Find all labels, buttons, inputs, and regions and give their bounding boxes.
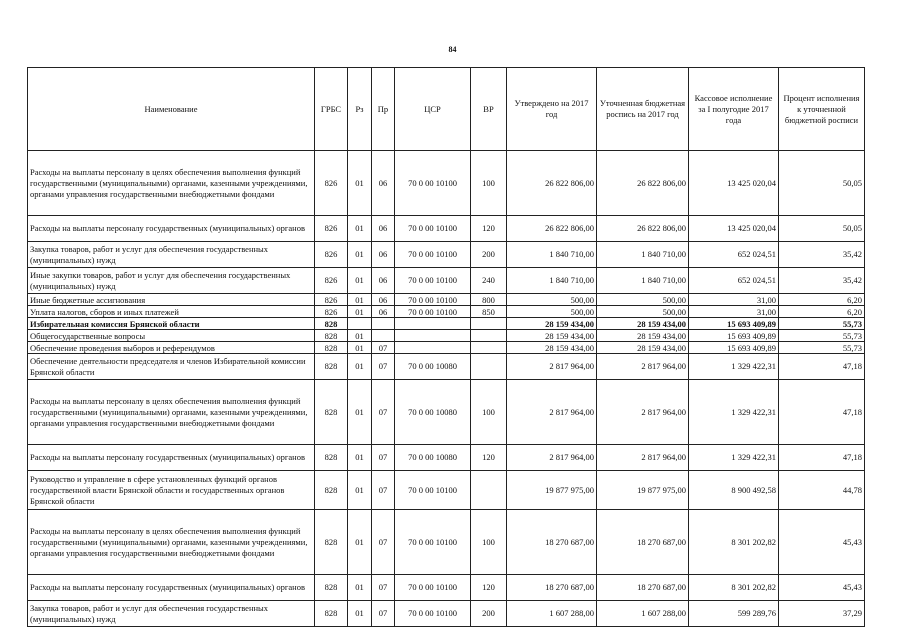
cell-refined: 500,00 [597,294,689,306]
cell-name: Расходы на выплаты персоналу государственных (муниципальных) органов [28,216,315,242]
header-vr: ВР [471,68,507,151]
header-name: Наименование [28,68,315,151]
cell-rz: 01 [348,354,372,380]
cell-vr: 100 [471,510,507,575]
cell-percent: 50,05 [779,216,865,242]
cell-name: Избирательная комиссия Брянской области [28,318,315,330]
cell-refined: 2 817 964,00 [597,354,689,380]
cell-grbs: 826 [315,216,348,242]
table-row [28,294,865,306]
cell-pr: 07 [372,342,395,354]
cell-rz: 01 [348,445,372,471]
cell-grbs: 828 [315,471,348,510]
cell-grbs: 826 [315,268,348,294]
cell-name: Расходы на выплаты персоналу в целях обеспечения выполнения функций государственными (муниципальными) органами, казенными учреждениями, органами управления государственными внебюджетными фондами [28,510,315,575]
header-pr: Пр [372,68,395,151]
cell-rz: 01 [348,216,372,242]
cell-csr: 70 0 00 10100 [395,471,471,510]
table-row [28,601,865,627]
cell-percent: 55,73 [779,342,865,354]
cell-approved: 1 840 710,00 [507,268,597,294]
cell-refined: 28 159 434,00 [597,330,689,342]
cell-csr [395,342,471,354]
cell-name: Закупка товаров, работ и услуг для обеспечения государственных (муниципальных) нужд [28,242,315,268]
cell-vr: 100 [471,380,507,445]
cell-pr: 06 [372,151,395,216]
cell-percent: 44,78 [779,471,865,510]
cell-grbs: 828 [315,575,348,601]
cell-cash: 1 329 422,31 [689,354,779,380]
cell-csr: 70 0 00 10100 [395,294,471,306]
cell-rz: 01 [348,471,372,510]
cell-percent: 45,43 [779,575,865,601]
table-row [28,216,865,242]
cell-grbs: 826 [315,242,348,268]
cell-pr: 07 [372,445,395,471]
cell-cash: 652 024,51 [689,268,779,294]
cell-vr: 200 [471,601,507,627]
cell-csr: 70 0 00 10100 [395,216,471,242]
cell-name: Закупка товаров, работ и услуг для обеспечения государственных (муниципальных) нужд [28,601,315,627]
table-row [28,242,865,268]
table-row [28,306,865,318]
header-grbs: ГРБС [315,68,348,151]
cell-vr: 800 [471,294,507,306]
cell-rz: 01 [348,294,372,306]
cell-csr: 70 0 00 10080 [395,380,471,445]
cell-refined: 1 607 288,00 [597,601,689,627]
header-percent: Процент исполнения к уточненной бюджетной росписи [779,68,865,151]
table-row [28,471,865,510]
cell-name: Расходы на выплаты персоналу в целях обеспечения выполнения функций государственными (муниципальными) органами, казенными учреждениями, органами управления государственными внебюджетными фондами [28,151,315,216]
cell-csr: 70 0 00 10100 [395,575,471,601]
cell-refined: 18 270 687,00 [597,575,689,601]
cell-refined: 1 840 710,00 [597,268,689,294]
table-row [28,151,865,216]
table-row [28,268,865,294]
cell-approved: 1 607 288,00 [507,601,597,627]
header-row [28,68,865,151]
cell-refined: 1 840 710,00 [597,242,689,268]
table-row [28,510,865,575]
cell-cash: 8 301 202,82 [689,575,779,601]
cell-percent: 55,73 [779,330,865,342]
cell-rz: 01 [348,342,372,354]
header-csr: ЦСР [395,68,471,151]
cell-grbs: 828 [315,354,348,380]
cell-cash: 15 693 409,89 [689,342,779,354]
cell-cash: 599 289,76 [689,601,779,627]
cell-pr: 06 [372,242,395,268]
cell-refined: 18 270 687,00 [597,510,689,575]
cell-vr: 200 [471,242,507,268]
cell-name: Расходы на выплаты персоналу государственных (муниципальных) органов [28,445,315,471]
cell-csr [395,330,471,342]
cell-grbs: 828 [315,342,348,354]
cell-csr: 70 0 00 10080 [395,445,471,471]
budget-table [27,67,865,627]
cell-refined: 26 822 806,00 [597,216,689,242]
header-refined: Уточненная бюджетная роспись на 2017 год [597,68,689,151]
cell-rz [348,318,372,330]
cell-pr [372,318,395,330]
table-body [28,151,865,627]
cell-rz: 01 [348,151,372,216]
cell-refined: 2 817 964,00 [597,380,689,445]
cell-pr: 06 [372,216,395,242]
cell-pr [372,330,395,342]
cell-percent: 6,20 [779,306,865,318]
cell-rz: 01 [348,380,372,445]
cell-pr: 06 [372,294,395,306]
cell-csr: 70 0 00 10080 [395,354,471,380]
cell-grbs: 828 [315,330,348,342]
cell-percent: 6,20 [779,294,865,306]
cell-vr [471,342,507,354]
cell-approved: 26 822 806,00 [507,216,597,242]
cell-refined: 28 159 434,00 [597,318,689,330]
table-row [28,575,865,601]
cell-name: Расходы на выплаты персоналу государственных (муниципальных) органов [28,575,315,601]
cell-cash: 15 693 409,89 [689,330,779,342]
cell-grbs: 828 [315,445,348,471]
cell-approved: 28 159 434,00 [507,318,597,330]
cell-name: Обеспечение проведения выборов и референдумов [28,342,315,354]
cell-cash: 652 024,51 [689,242,779,268]
cell-cash: 31,00 [689,306,779,318]
cell-pr: 07 [372,601,395,627]
cell-percent: 55,73 [779,318,865,330]
cell-csr: 70 0 00 10100 [395,151,471,216]
cell-cash: 31,00 [689,294,779,306]
cell-percent: 47,18 [779,354,865,380]
cell-pr: 07 [372,354,395,380]
cell-approved: 500,00 [507,294,597,306]
cell-approved: 18 270 687,00 [507,575,597,601]
table-row [28,318,865,330]
cell-csr: 70 0 00 10100 [395,601,471,627]
cell-vr [471,471,507,510]
cell-approved: 28 159 434,00 [507,342,597,354]
cell-vr: 120 [471,575,507,601]
cell-refined: 26 822 806,00 [597,151,689,216]
cell-vr: 240 [471,268,507,294]
cell-csr: 70 0 00 10100 [395,268,471,294]
cell-grbs: 828 [315,601,348,627]
cell-name: Уплата налогов, сборов и иных платежей [28,306,315,318]
cell-percent: 35,42 [779,268,865,294]
cell-refined: 2 817 964,00 [597,445,689,471]
cell-vr: 120 [471,445,507,471]
cell-name: Иные бюджетные ассигнования [28,294,315,306]
cell-rz: 01 [348,268,372,294]
cell-cash: 8 900 492,58 [689,471,779,510]
cell-grbs: 826 [315,294,348,306]
cell-pr: 06 [372,268,395,294]
cell-vr: 100 [471,151,507,216]
cell-csr [395,318,471,330]
table-row [28,380,865,445]
page-number: 84 [448,45,457,54]
cell-rz: 01 [348,330,372,342]
cell-refined: 28 159 434,00 [597,342,689,354]
cell-name: Руководство и управление в сфере установленных функций органов государственной власти Брянской области и государственных органов Брянской области [28,471,315,510]
cell-rz: 01 [348,306,372,318]
cell-refined: 500,00 [597,306,689,318]
cell-vr: 120 [471,216,507,242]
cell-percent: 35,42 [779,242,865,268]
cell-name: Иные закупки товаров, работ и услуг для обеспечения государственных (муниципальных) нужд [28,268,315,294]
cell-grbs: 826 [315,306,348,318]
cell-csr: 70 0 00 10100 [395,242,471,268]
cell-approved: 2 817 964,00 [507,445,597,471]
table-row [28,330,865,342]
cell-percent: 37,29 [779,601,865,627]
cell-approved: 28 159 434,00 [507,330,597,342]
cell-grbs: 828 [315,510,348,575]
table-row [28,354,865,380]
cell-pr: 07 [372,471,395,510]
cell-percent: 50,05 [779,151,865,216]
cell-approved: 26 822 806,00 [507,151,597,216]
table-row [28,342,865,354]
cell-pr: 07 [372,380,395,445]
cell-cash: 13 425 020,04 [689,151,779,216]
cell-approved: 2 817 964,00 [507,354,597,380]
cell-approved: 1 840 710,00 [507,242,597,268]
header-approved: Утверждено на 2017 год [507,68,597,151]
cell-percent: 47,18 [779,380,865,445]
cell-grbs: 828 [315,318,348,330]
cell-csr: 70 0 00 10100 [395,510,471,575]
cell-approved: 19 877 975,00 [507,471,597,510]
cell-percent: 47,18 [779,445,865,471]
cell-approved: 500,00 [507,306,597,318]
cell-vr [471,330,507,342]
cell-vr: 850 [471,306,507,318]
cell-rz: 01 [348,510,372,575]
table-row [28,445,865,471]
cell-refined: 19 877 975,00 [597,471,689,510]
cell-pr: 07 [372,510,395,575]
cell-percent: 45,43 [779,510,865,575]
cell-vr [471,318,507,330]
cell-vr [471,354,507,380]
cell-name: Обеспечение деятельности председателя и членов Избирательной комиссии Брянской области [28,354,315,380]
cell-cash: 15 693 409,89 [689,318,779,330]
cell-approved: 18 270 687,00 [507,510,597,575]
cell-grbs: 826 [315,151,348,216]
header-cash: Кассовое исполнение за I полугодие 2017 года [689,68,779,151]
cell-rz: 01 [348,242,372,268]
cell-rz: 01 [348,601,372,627]
header-rz: Рз [348,68,372,151]
cell-cash: 13 425 020,04 [689,216,779,242]
cell-pr: 07 [372,575,395,601]
cell-approved: 2 817 964,00 [507,380,597,445]
cell-cash: 1 329 422,31 [689,445,779,471]
cell-csr: 70 0 00 10100 [395,306,471,318]
cell-rz: 01 [348,575,372,601]
cell-name: Расходы на выплаты персоналу в целях обеспечения выполнения функций государственными (муниципальными) органами, казенными учреждениями, органами управления государственными внебюджетными фондами [28,380,315,445]
cell-name: Общегосударственные вопросы [28,330,315,342]
cell-grbs: 828 [315,380,348,445]
cell-pr: 06 [372,306,395,318]
cell-cash: 1 329 422,31 [689,380,779,445]
cell-cash: 8 301 202,82 [689,510,779,575]
